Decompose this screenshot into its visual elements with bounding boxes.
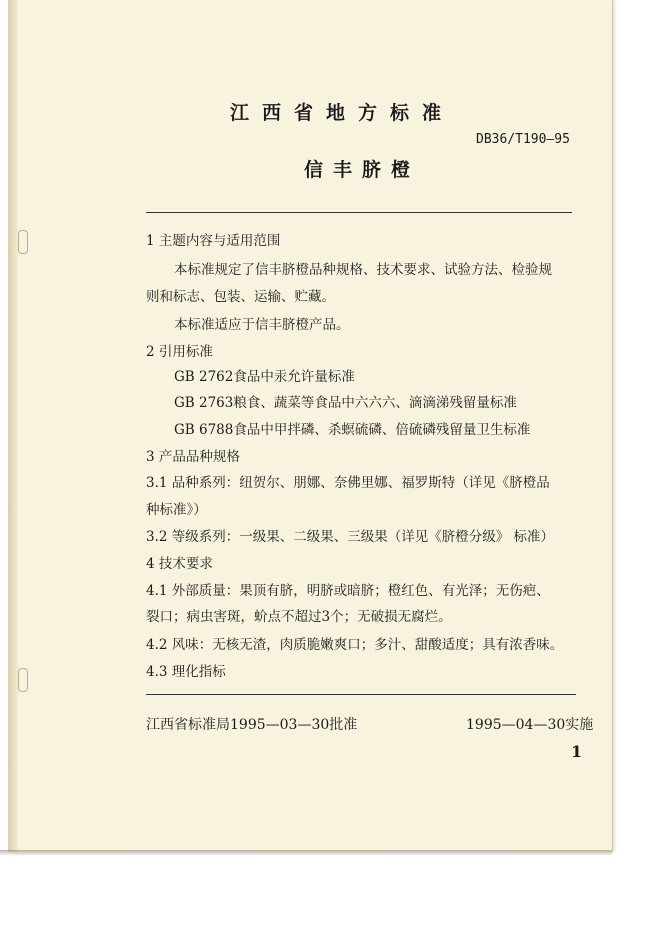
document-title: 信丰脐橙	[304, 159, 421, 181]
section-heading: 3 产品品种规格	[146, 449, 240, 465]
body-line: 则和标志、包装、运输、贮藏。	[146, 289, 335, 305]
effective-date: 1995—04—30实施	[466, 717, 594, 733]
body-line: 本标准规定了信丰脐橙品种规格、技术要求、试验方法、检验规	[174, 262, 552, 278]
background-surface	[0, 845, 620, 936]
standard-code: DB36/T190—95	[476, 132, 570, 147]
reference-line: GB 6788食品中甲拌磷、杀螟硫磷、倍硫磷残留量卫生标准	[174, 422, 531, 438]
binding-hole-mark	[18, 230, 28, 254]
page-number: 1	[571, 742, 583, 761]
section-heading: 4 技术要求	[146, 556, 213, 572]
binding-edge	[8, 0, 18, 852]
section-heading: 2 引用标准	[146, 344, 213, 360]
body-line: 3.2 等级系列：一级果、二级果、三级果（详见《脐橙分级》 标准）	[146, 529, 555, 545]
body-line: 本标准适应于信丰脐橙产品。	[174, 317, 350, 333]
issuing-organization: 江西省地方标准	[230, 102, 455, 124]
section-heading: 1 主题内容与适用范围	[146, 233, 281, 249]
body-line: 4.1 外部质量：果顶有脐，明脐或暗脐；橙红色、有光泽；无伤疤、	[146, 583, 550, 599]
approval-date: 江西省标准局1995—03—30批准	[146, 717, 358, 733]
header-divider	[146, 212, 572, 213]
body-line: 3.1 品种系列：纽贺尔、朋娜、奈佛里娜、福罗斯特（详见《脐橙品	[146, 475, 550, 491]
body-line: 裂口；病虫害斑，蚧点不超过3个；无破损无腐烂。	[146, 609, 452, 625]
binding-hole-mark	[18, 668, 28, 692]
body-line: 种标准》）	[146, 502, 207, 518]
footer-divider	[146, 694, 576, 695]
reference-line: GB 2762食品中汞允许量标准	[174, 369, 355, 385]
page-bottom-shadow	[0, 850, 612, 856]
section-heading: 4.3 理化指标	[146, 664, 226, 680]
body-line: 4.2 风味：无核无渣，肉质脆嫩爽口；多汁、甜酸适度；具有浓香味。	[146, 637, 564, 653]
reference-line: GB 2763粮食、蔬菜等食品中六六六、滴滴涕残留量标准	[174, 395, 517, 411]
